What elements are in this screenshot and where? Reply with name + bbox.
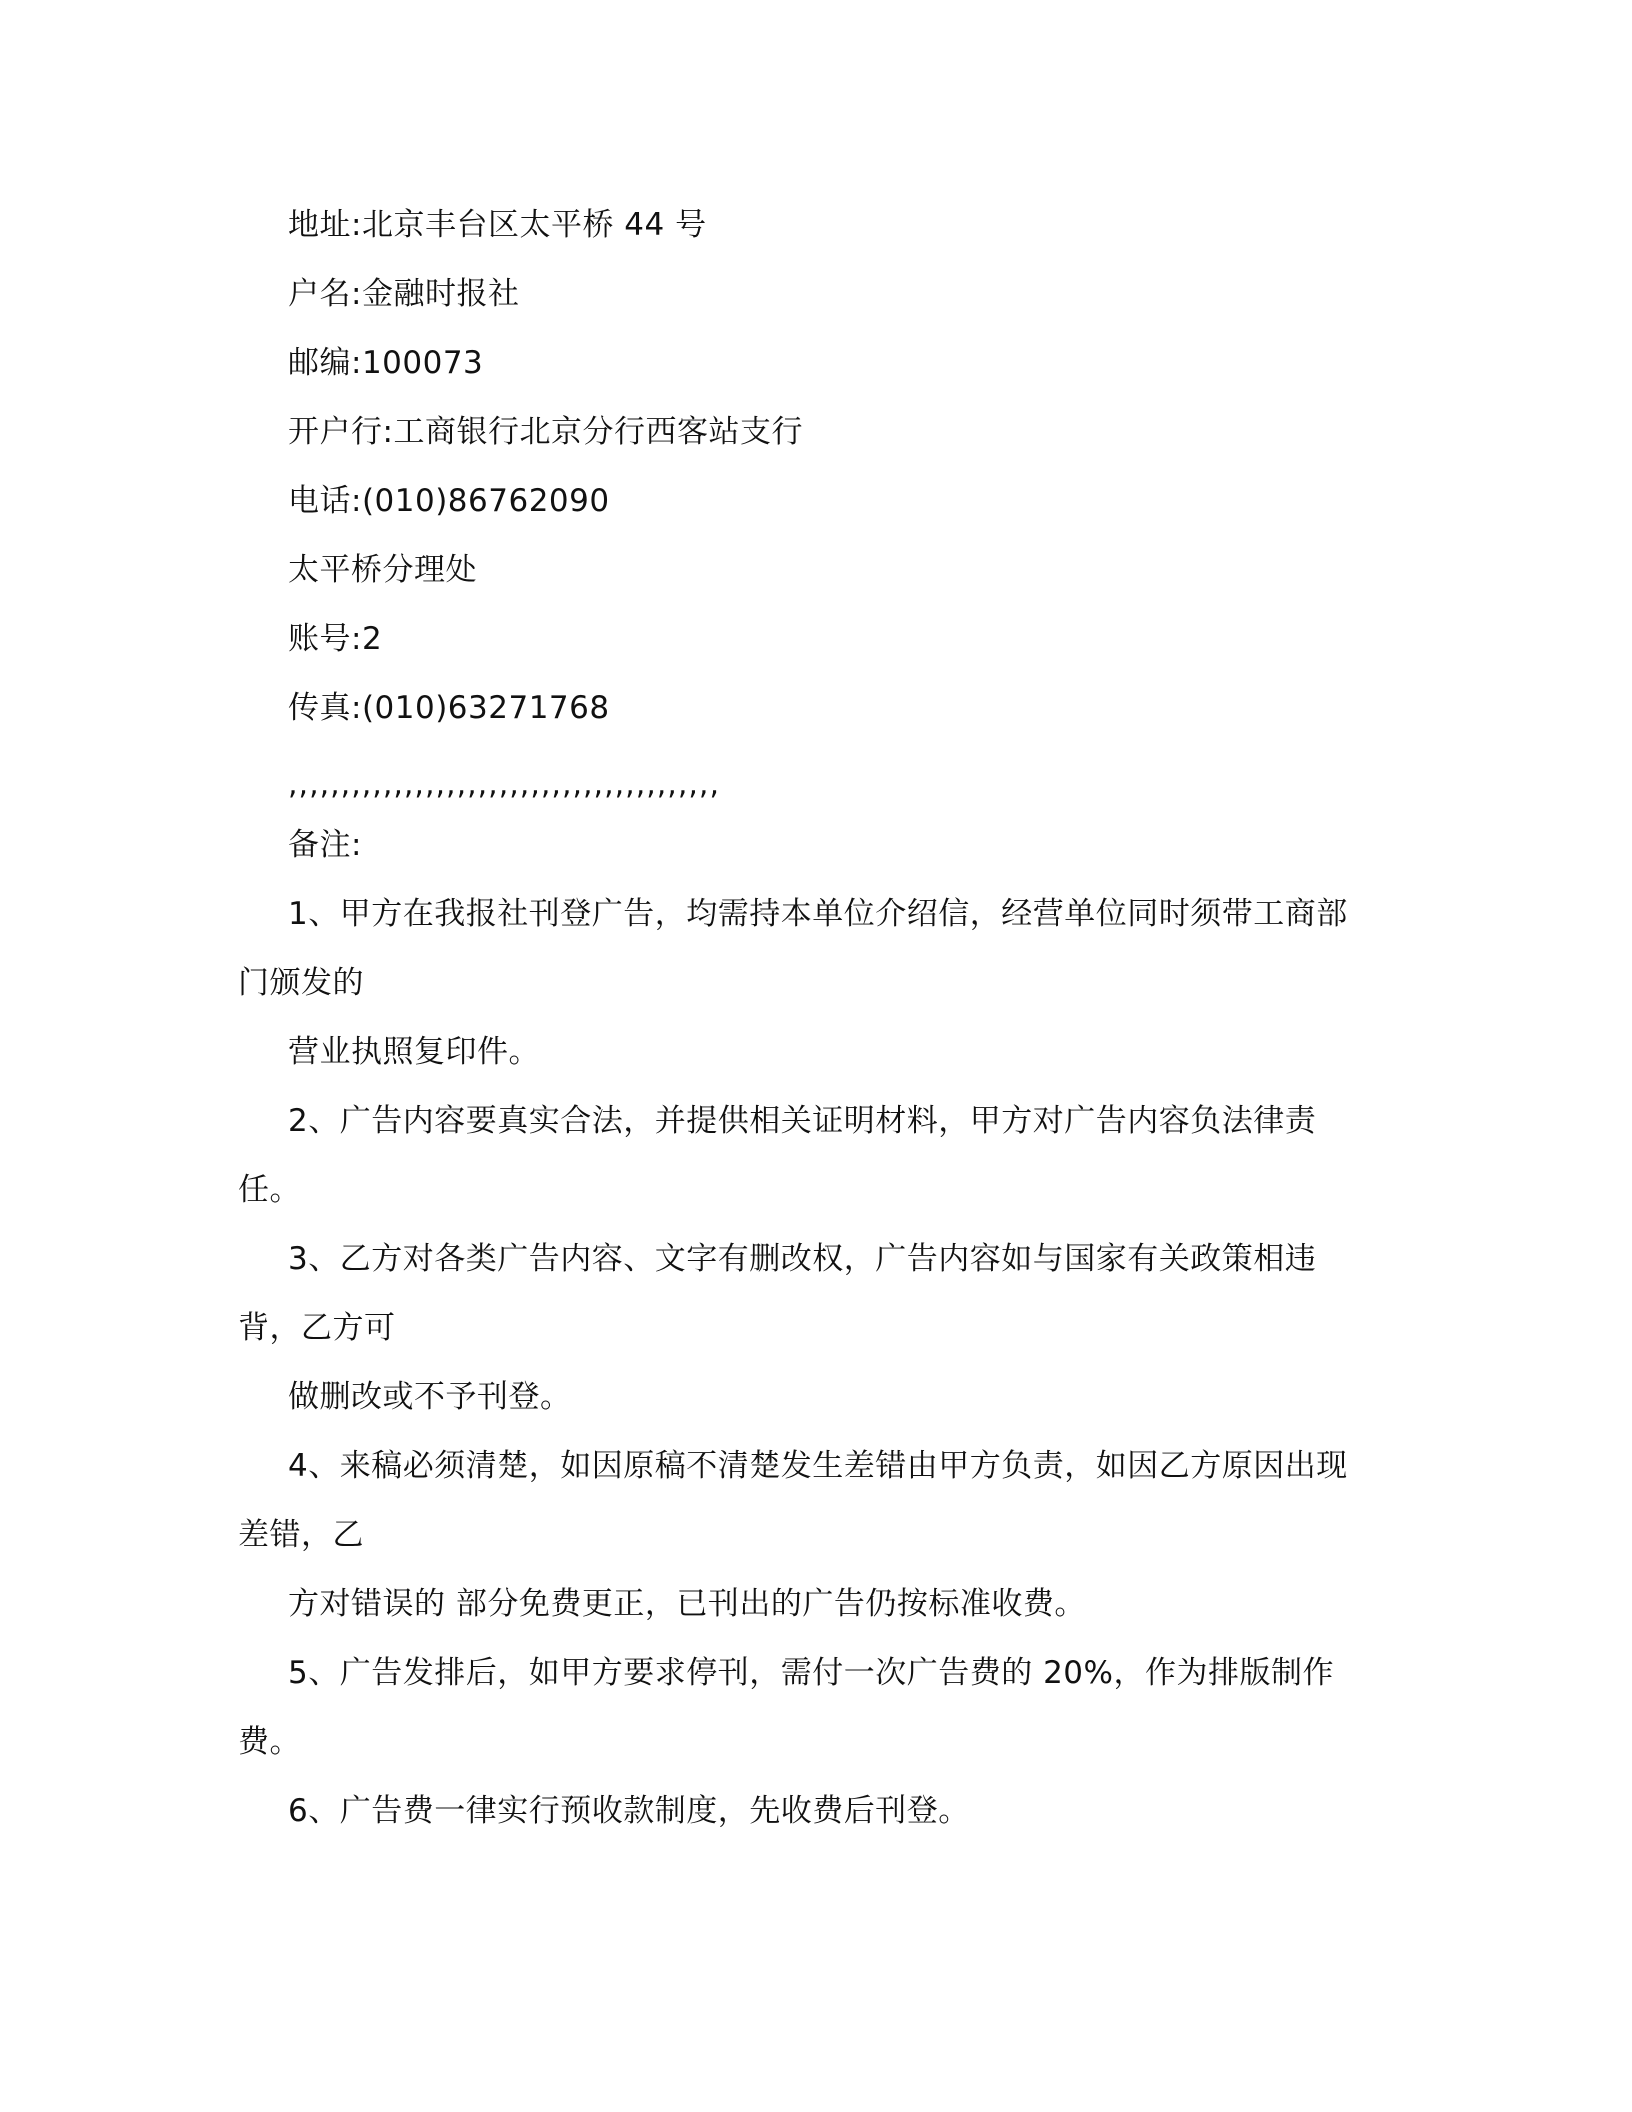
fax-line: 传真:(010)63271768 (288, 690, 610, 726)
note-5-line-2: 费。 (238, 1724, 301, 1760)
note-5-line-1: 5、广告发排后，如甲方要求停刊，需付一次广告费的 20%，作为排版制作 (288, 1655, 1334, 1691)
note-3-line-2: 背，乙方可 (238, 1310, 396, 1346)
postcode-line: 邮编:100073 (288, 345, 484, 381)
note-4-line-2: 差错，乙 (238, 1517, 364, 1553)
address-line: 地址:北京丰台区太平桥 44 号 (288, 207, 707, 243)
account-name-line: 户名:金融时报社 (288, 276, 520, 312)
note-6-line-1: 6、广告费一律实行预收款制度，先收费后刊登。 (288, 1793, 970, 1829)
separator-line: ,,,,,,,,,,,,,,,,,,,,,,,,,,,,,,,,,,,,,,,,, (288, 767, 720, 802)
note-4-line-1: 4、来稿必须清楚，如因原稿不清楚发生差错由甲方负责，如因乙方原因出现 (288, 1448, 1348, 1484)
note-1-line-3: 营业执照复印件。 (288, 1034, 540, 1070)
phone-line: 电话:(010)86762090 (288, 483, 610, 519)
note-2-line-2: 任。 (238, 1172, 301, 1208)
note-3-line-1: 3、乙方对各类广告内容、文字有删改权，广告内容如与国家有关政策相违 (288, 1241, 1317, 1277)
note-1-line-2: 门颁发的 (238, 965, 364, 1001)
branch-line: 太平桥分理处 (288, 552, 477, 588)
account-number-line: 账号:2 (288, 621, 383, 657)
note-3-line-3: 做删改或不予刊登。 (288, 1379, 572, 1415)
note-1-line-1: 1、甲方在我报社刊登广告，均需持本单位介绍信，经营单位同时须带工商部 (288, 896, 1348, 932)
note-2-line-1: 2、广告内容要真实合法，并提供相关证明材料，甲方对广告内容负法律责 (288, 1103, 1317, 1139)
notes-heading: 备注: (288, 827, 362, 863)
bank-line: 开户行:工商银行北京分行西客站支行 (288, 414, 803, 450)
note-4-line-3: 方对错误的 部分免费更正，已刊出的广告仍按标准收费。 (288, 1586, 1086, 1622)
